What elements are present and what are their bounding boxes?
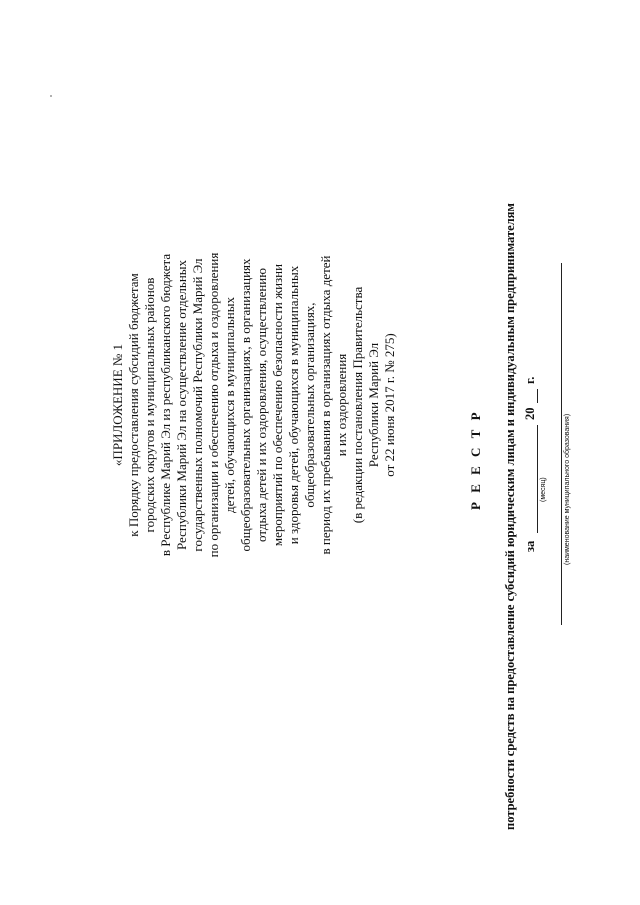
year-blank-line (537, 389, 538, 403)
appendix-line: отдыха детей и их оздоровления, осуществлению (254, 268, 269, 542)
document-title: Р Е Е С Т Р (468, 409, 483, 510)
municipality-caption: (наименование муниципального образования) (564, 413, 571, 565)
appendix-line: «ПРИЛОЖЕНИЕ № 1 (110, 343, 125, 467)
scan-speck (50, 95, 52, 97)
year-prefix: 20 (523, 407, 537, 420)
municipality-blank-line (561, 263, 562, 625)
appendix-line: по организации и обеспечению отдыха и оздоровления (206, 252, 221, 558)
appendix-line: от 22 июня 2017 г. № 275) (382, 333, 397, 477)
appendix-line: Республики Марий Эл на осуществление отдельных (174, 259, 189, 551)
month-blank-line (537, 425, 538, 533)
appendix-line: (в редакции постановления Правительства (350, 286, 365, 524)
appendix-line: и их оздоровления (334, 353, 349, 457)
appendix-line: Республики Марий Эл (366, 342, 381, 468)
appendix-line: к Порядку предоставления субсидий бюджетам (126, 273, 141, 537)
appendix-line: общеобразовательных организациях, (302, 302, 317, 508)
appendix-line: общеобразовательных организациях, в организациях (238, 258, 253, 552)
appendix-line: городских округов и муниципальных районов (142, 277, 157, 533)
year-suffix: г. (523, 376, 537, 384)
month-caption: (месяц) (540, 477, 547, 502)
appendix-line: и здоровья детей, обучающихся в муниципальных (286, 265, 301, 545)
period-prefix: за (523, 540, 537, 552)
appendix-line: детей, обучающихся в муниципальных (222, 297, 237, 513)
appendix-line: в Республике Марий Эл из республиканского бюджета (158, 253, 173, 557)
appendix-line: в период их пребывания в организациях отдыха детей (318, 255, 333, 555)
document-subtitle: потребности средств на предоставление субсидий юридическим лицам и индивидуальным предпринимателям (503, 203, 517, 830)
appendix-line: государственных полномочий Республики Марий Эл (190, 258, 205, 552)
appendix-line: мероприятий по обеспечению безопасности жизни (270, 263, 285, 547)
